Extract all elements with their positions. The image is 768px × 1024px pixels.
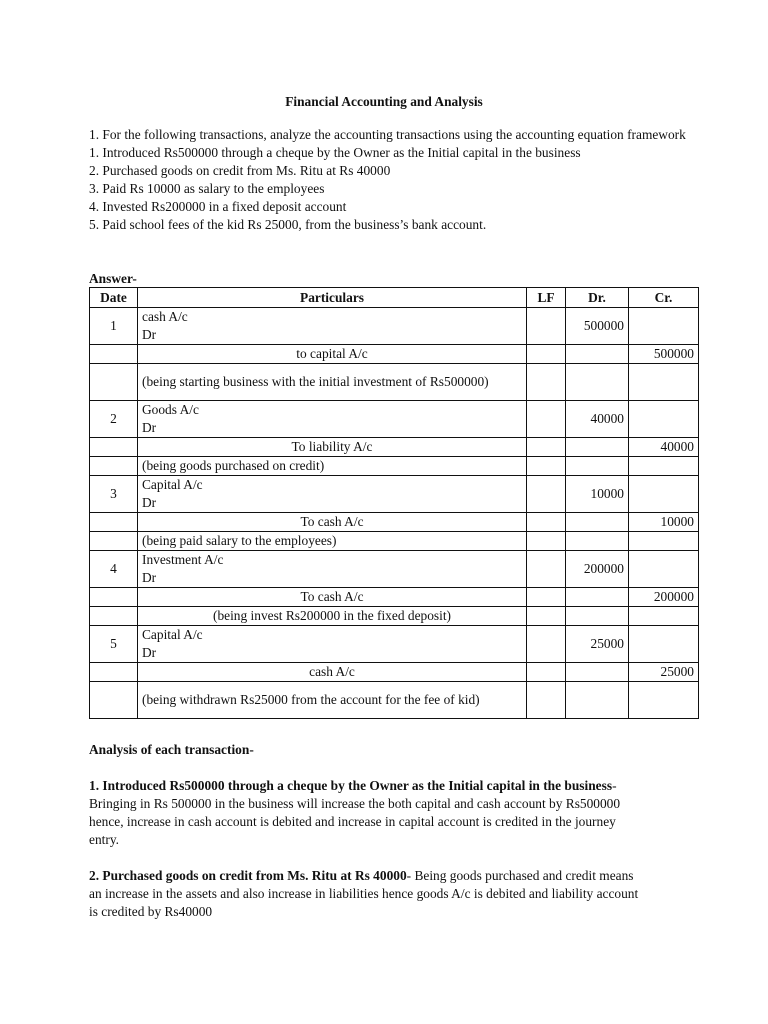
empty-cell [90, 663, 138, 682]
entry-debit-particulars [138, 626, 527, 663]
entry-cr-amount: 500000 [629, 345, 699, 364]
entry-debit-particulars [138, 308, 527, 345]
empty-cell [629, 607, 699, 626]
table-row [90, 438, 699, 457]
dr-label: Dr [142, 327, 157, 342]
dr-label: Dr [142, 495, 157, 510]
question-item: 5. Paid school fees of the kid Rs 25000, from the business’s bank account. [89, 217, 487, 232]
table-row [90, 663, 699, 682]
empty-cell [527, 682, 566, 719]
header-lf: LF [527, 288, 566, 308]
empty-cell [527, 532, 566, 551]
empty-cell [90, 607, 138, 626]
credit-account: To liability A/c [138, 438, 527, 457]
credit-account: To cash A/c [138, 513, 527, 532]
empty-cell [90, 345, 138, 364]
empty-cell [527, 457, 566, 476]
analysis-item-text: - Bringing in Rs 500000 in the business will increase the both capital and cash account by Rs500000 hence, increase in cash account is debited and increase in capital account is credited in the journey entry. [89, 778, 621, 847]
empty-cell [566, 457, 629, 476]
analysis-item [89, 867, 649, 921]
document-title: Financial Accounting and Analysis [285, 94, 483, 109]
empty-cell [629, 364, 699, 401]
debit-account: Capital A/c [142, 627, 203, 642]
narration: (being starting business with the initial investment of Rs500000) [138, 364, 527, 401]
debit-account: Capital A/c [142, 477, 203, 492]
entry-lf [527, 626, 566, 663]
entry-date: 3 [90, 476, 138, 513]
entry-cr-empty [629, 308, 699, 345]
header-particulars: Particulars [138, 288, 527, 308]
entry-cr-amount: 40000 [629, 438, 699, 457]
empty-cell [629, 532, 699, 551]
entry-cr-amount: 10000 [629, 513, 699, 532]
entry-cr-amount: 200000 [629, 588, 699, 607]
empty-cell [527, 345, 566, 364]
empty-cell [629, 457, 699, 476]
empty-cell [566, 345, 629, 364]
analysis-item-title: 1. Introduced Rs500000 through a cheque by the Owner as the Initial capital in the business [89, 778, 613, 793]
empty-cell [90, 532, 138, 551]
empty-cell [566, 513, 629, 532]
empty-cell [90, 457, 138, 476]
table-row [90, 588, 699, 607]
question-item: 3. Paid Rs 10000 as salary to the employees [89, 181, 325, 196]
table-row [90, 476, 699, 513]
debit-account: Goods A/c [142, 402, 199, 417]
empty-cell [527, 588, 566, 607]
entry-lf [527, 308, 566, 345]
entry-lf [527, 476, 566, 513]
entry-cr-empty [629, 551, 699, 588]
empty-cell [566, 438, 629, 457]
empty-cell [566, 364, 629, 401]
journal-table [89, 287, 699, 719]
empty-cell [90, 682, 138, 719]
entry-cr-amount: 25000 [629, 663, 699, 682]
analysis-item-title: 2. Purchased goods on credit from Ms. Ritu at Rs 40000 [89, 868, 407, 883]
question-item: 1. Introduced Rs500000 through a cheque by the Owner as the Initial capital in the business [89, 145, 581, 160]
entry-dr-amount: 10000 [566, 476, 629, 513]
entry-dr-amount: 40000 [566, 401, 629, 438]
table-row [90, 682, 699, 719]
empty-cell [629, 682, 699, 719]
table-row [90, 457, 699, 476]
empty-cell [90, 364, 138, 401]
entry-cr-empty [629, 476, 699, 513]
question-intro: 1. For the following transactions, analyze the accounting transactions using the accounting equation framework [89, 127, 686, 142]
entry-debit-particulars [138, 401, 527, 438]
credit-account: To cash A/c [138, 588, 527, 607]
credit-account: to capital A/c [138, 345, 527, 364]
table-row [90, 551, 699, 588]
entry-date: 5 [90, 626, 138, 663]
question-item: 2. Purchased goods on credit from Ms. Ritu at Rs 40000 [89, 163, 391, 178]
entry-cr-empty [629, 626, 699, 663]
header-date: Date [90, 288, 138, 308]
empty-cell [566, 663, 629, 682]
entry-date: 2 [90, 401, 138, 438]
entry-debit-particulars [138, 476, 527, 513]
header-cr: Cr. [629, 288, 699, 308]
analysis-item-text: - Being goods purchased and credit means an increase in the assets and also increase in liabilities hence goods A/c is debited and liability account is credited by Rs40000 [89, 868, 639, 919]
table-row [90, 626, 699, 663]
dr-label: Dr [142, 420, 157, 435]
table-row [90, 401, 699, 438]
empty-cell [90, 438, 138, 457]
entry-lf [527, 551, 566, 588]
entry-cr-empty [629, 401, 699, 438]
narration: (being goods purchased on credit) [138, 457, 527, 476]
narration: (being paid salary to the employees) [138, 532, 527, 551]
empty-cell [90, 588, 138, 607]
table-row [90, 364, 699, 401]
question-item: 4. Invested Rs200000 in a fixed deposit account [89, 199, 347, 214]
credit-account: cash A/c [138, 663, 527, 682]
table-row [90, 607, 699, 626]
dr-label: Dr [142, 570, 157, 585]
empty-cell [566, 607, 629, 626]
entry-debit-particulars [138, 551, 527, 588]
empty-cell [566, 588, 629, 607]
table-row [90, 308, 699, 345]
entry-date: 1 [90, 308, 138, 345]
table-row [90, 532, 699, 551]
empty-cell [527, 513, 566, 532]
answer-label: Answer- [89, 271, 137, 286]
analysis-item [89, 777, 649, 849]
debit-account: Investment A/c [142, 552, 224, 567]
table-row [90, 345, 699, 364]
empty-cell [90, 513, 138, 532]
table-row [90, 513, 699, 532]
entry-dr-amount: 200000 [566, 551, 629, 588]
empty-cell [527, 364, 566, 401]
entry-dr-amount: 500000 [566, 308, 629, 345]
analysis-heading: Analysis of each transaction- [89, 742, 254, 757]
entry-dr-amount: 25000 [566, 626, 629, 663]
empty-cell [527, 607, 566, 626]
analysis-section [89, 741, 649, 939]
table-header-row [90, 288, 699, 308]
debit-account: cash A/c [142, 309, 188, 324]
question-block [89, 126, 689, 234]
empty-cell [527, 438, 566, 457]
empty-cell [566, 682, 629, 719]
entry-date: 4 [90, 551, 138, 588]
entry-lf [527, 401, 566, 438]
empty-cell [527, 663, 566, 682]
narration: (being invest Rs200000 in the fixed deposit) [138, 607, 527, 626]
dr-label: Dr [142, 645, 157, 660]
header-dr: Dr. [566, 288, 629, 308]
narration: (being withdrawn Rs25000 from the account for the fee of kid) [138, 682, 527, 719]
empty-cell [566, 532, 629, 551]
